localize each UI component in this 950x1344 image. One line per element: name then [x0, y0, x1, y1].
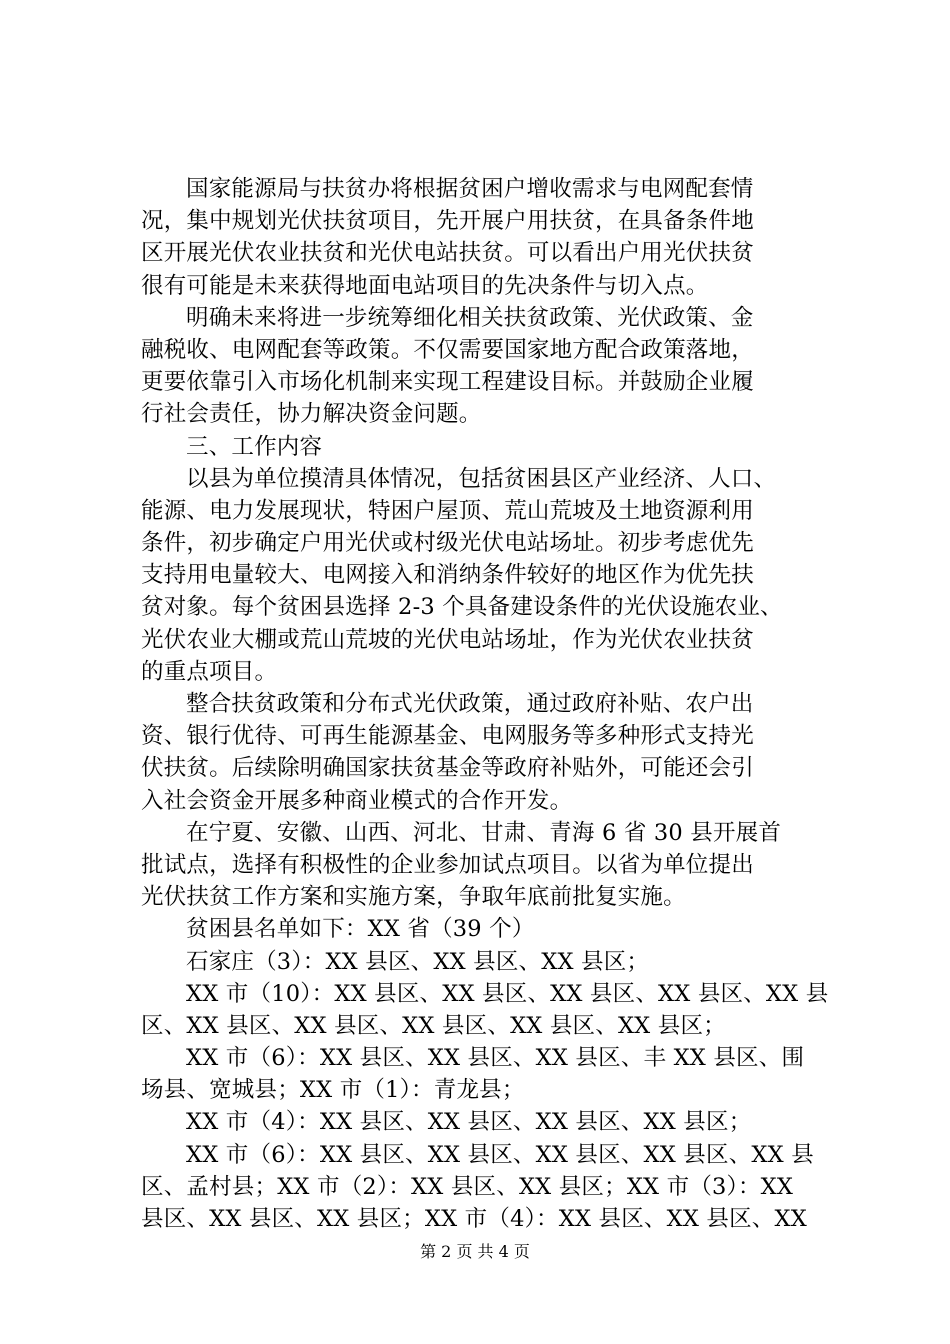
text-line: 贫困县名单如下：XX 省（39 个）	[186, 916, 535, 943]
page-footer: 第 2 页 共 4 页	[420, 1242, 530, 1261]
text-line: XX 市（6）：XX 县区、XX 县区、XX 县区、XX 县区、XX 县	[186, 1141, 814, 1168]
text-line: 县区、XX 县区、XX 县区；XX 市（4）：XX 县区、XX 县区、XX	[141, 1206, 807, 1232]
text-line: 光伏农业大棚或荒山荒坡的光伏电站场址，作为光伏农业扶贫	[141, 626, 754, 653]
text-line: 更要依靠引入市场化机制来实现工程建设目标。并鼓励企业履	[141, 369, 754, 396]
text-line: 在宁夏、安徽、山西、河北、甘肃、青海 6 省 30 县开展首	[186, 819, 782, 846]
text-line: 的重点项目。	[141, 658, 278, 685]
text-line: 明确未来将进一步统筹细化相关扶贫政策、光伏政策、金	[186, 304, 754, 331]
text-line: 资、银行优待、可再生能源基金、电网服务等多种形式支持光	[141, 723, 754, 750]
text-line: 整合扶贫政策和分布式光伏政策，通过政府补贴、农户出	[186, 691, 754, 717]
text-line: 贫对象。每个贫困县选择 2-3 个具备建设条件的光伏设施农业、	[141, 594, 783, 621]
text-line: 区开展光伏农业扶贫和光伏电站扶贫。可以看出户用光伏扶贫	[141, 240, 754, 267]
text-line: XX 市（10）：XX 县区、XX 县区、XX 县区、XX 县区、XX 县	[186, 980, 829, 1007]
text-line: 况，集中规划光伏扶贫项目，先开展户用扶贫，在具备条件地	[141, 208, 754, 235]
document-body	[141, 173, 829, 1235]
text-line: 国家能源局与扶贫办将根据贫困户增收需求与电网配套情	[186, 176, 754, 202]
text-line: 支持用电量较大、电网接入和消纳条件较好的地区作为优先扶	[141, 562, 754, 589]
text-line: 条件，初步确定户用光伏或村级光伏电站场址。初步考虑优先	[141, 530, 754, 557]
text-line: 区、XX 县区、XX 县区、XX 县区、XX 县区、XX 县区；	[141, 1012, 726, 1039]
text-line: 很有可能是未来获得地面电站项目的先决条件与切入点。	[141, 272, 709, 299]
text-line: 伏扶贫。后续除明确国家扶贫基金等政府补贴外，可能还会引	[141, 755, 754, 782]
section-heading: 三、工作内容	[186, 433, 323, 460]
text-line: 能源、电力发展现状，特困户屋顶、荒山荒坡及土地资源利用	[141, 497, 754, 524]
text-line: 融税收、电网配套等政策。不仅需要国家地方配合政策落地，	[141, 336, 754, 363]
text-line: 场县、宽城县；XX 市（1）：青龙县；	[141, 1077, 525, 1104]
text-line: 批试点，选择有积极性的企业参加试点项目。以省为单位提出	[141, 851, 754, 878]
text-line: 入社会资金开展多种商业模式的合作开发。	[141, 787, 573, 814]
text-line: 行社会责任，协力解决资金问题。	[141, 401, 482, 428]
text-line: 以县为单位摸清具体情况，包括贫困县区产业经济、人口、	[186, 465, 777, 492]
text-line: 光伏扶贫工作方案和实施方案，争取年底前批复实施。	[141, 884, 686, 911]
text-line: 区、孟村县；XX 市（2）：XX 县区、XX 县区；XX 市（3）：XX	[141, 1173, 794, 1200]
text-line: XX 市（6）：XX 县区、XX 县区、XX 县区、丰 XX 县区、围	[186, 1045, 805, 1072]
text-line: 石家庄（3）：XX 县区、XX 县区、XX 县区；	[186, 948, 650, 975]
text-line: XX 市（4）：XX 县区、XX 县区、XX 县区、XX 县区；	[186, 1109, 752, 1136]
